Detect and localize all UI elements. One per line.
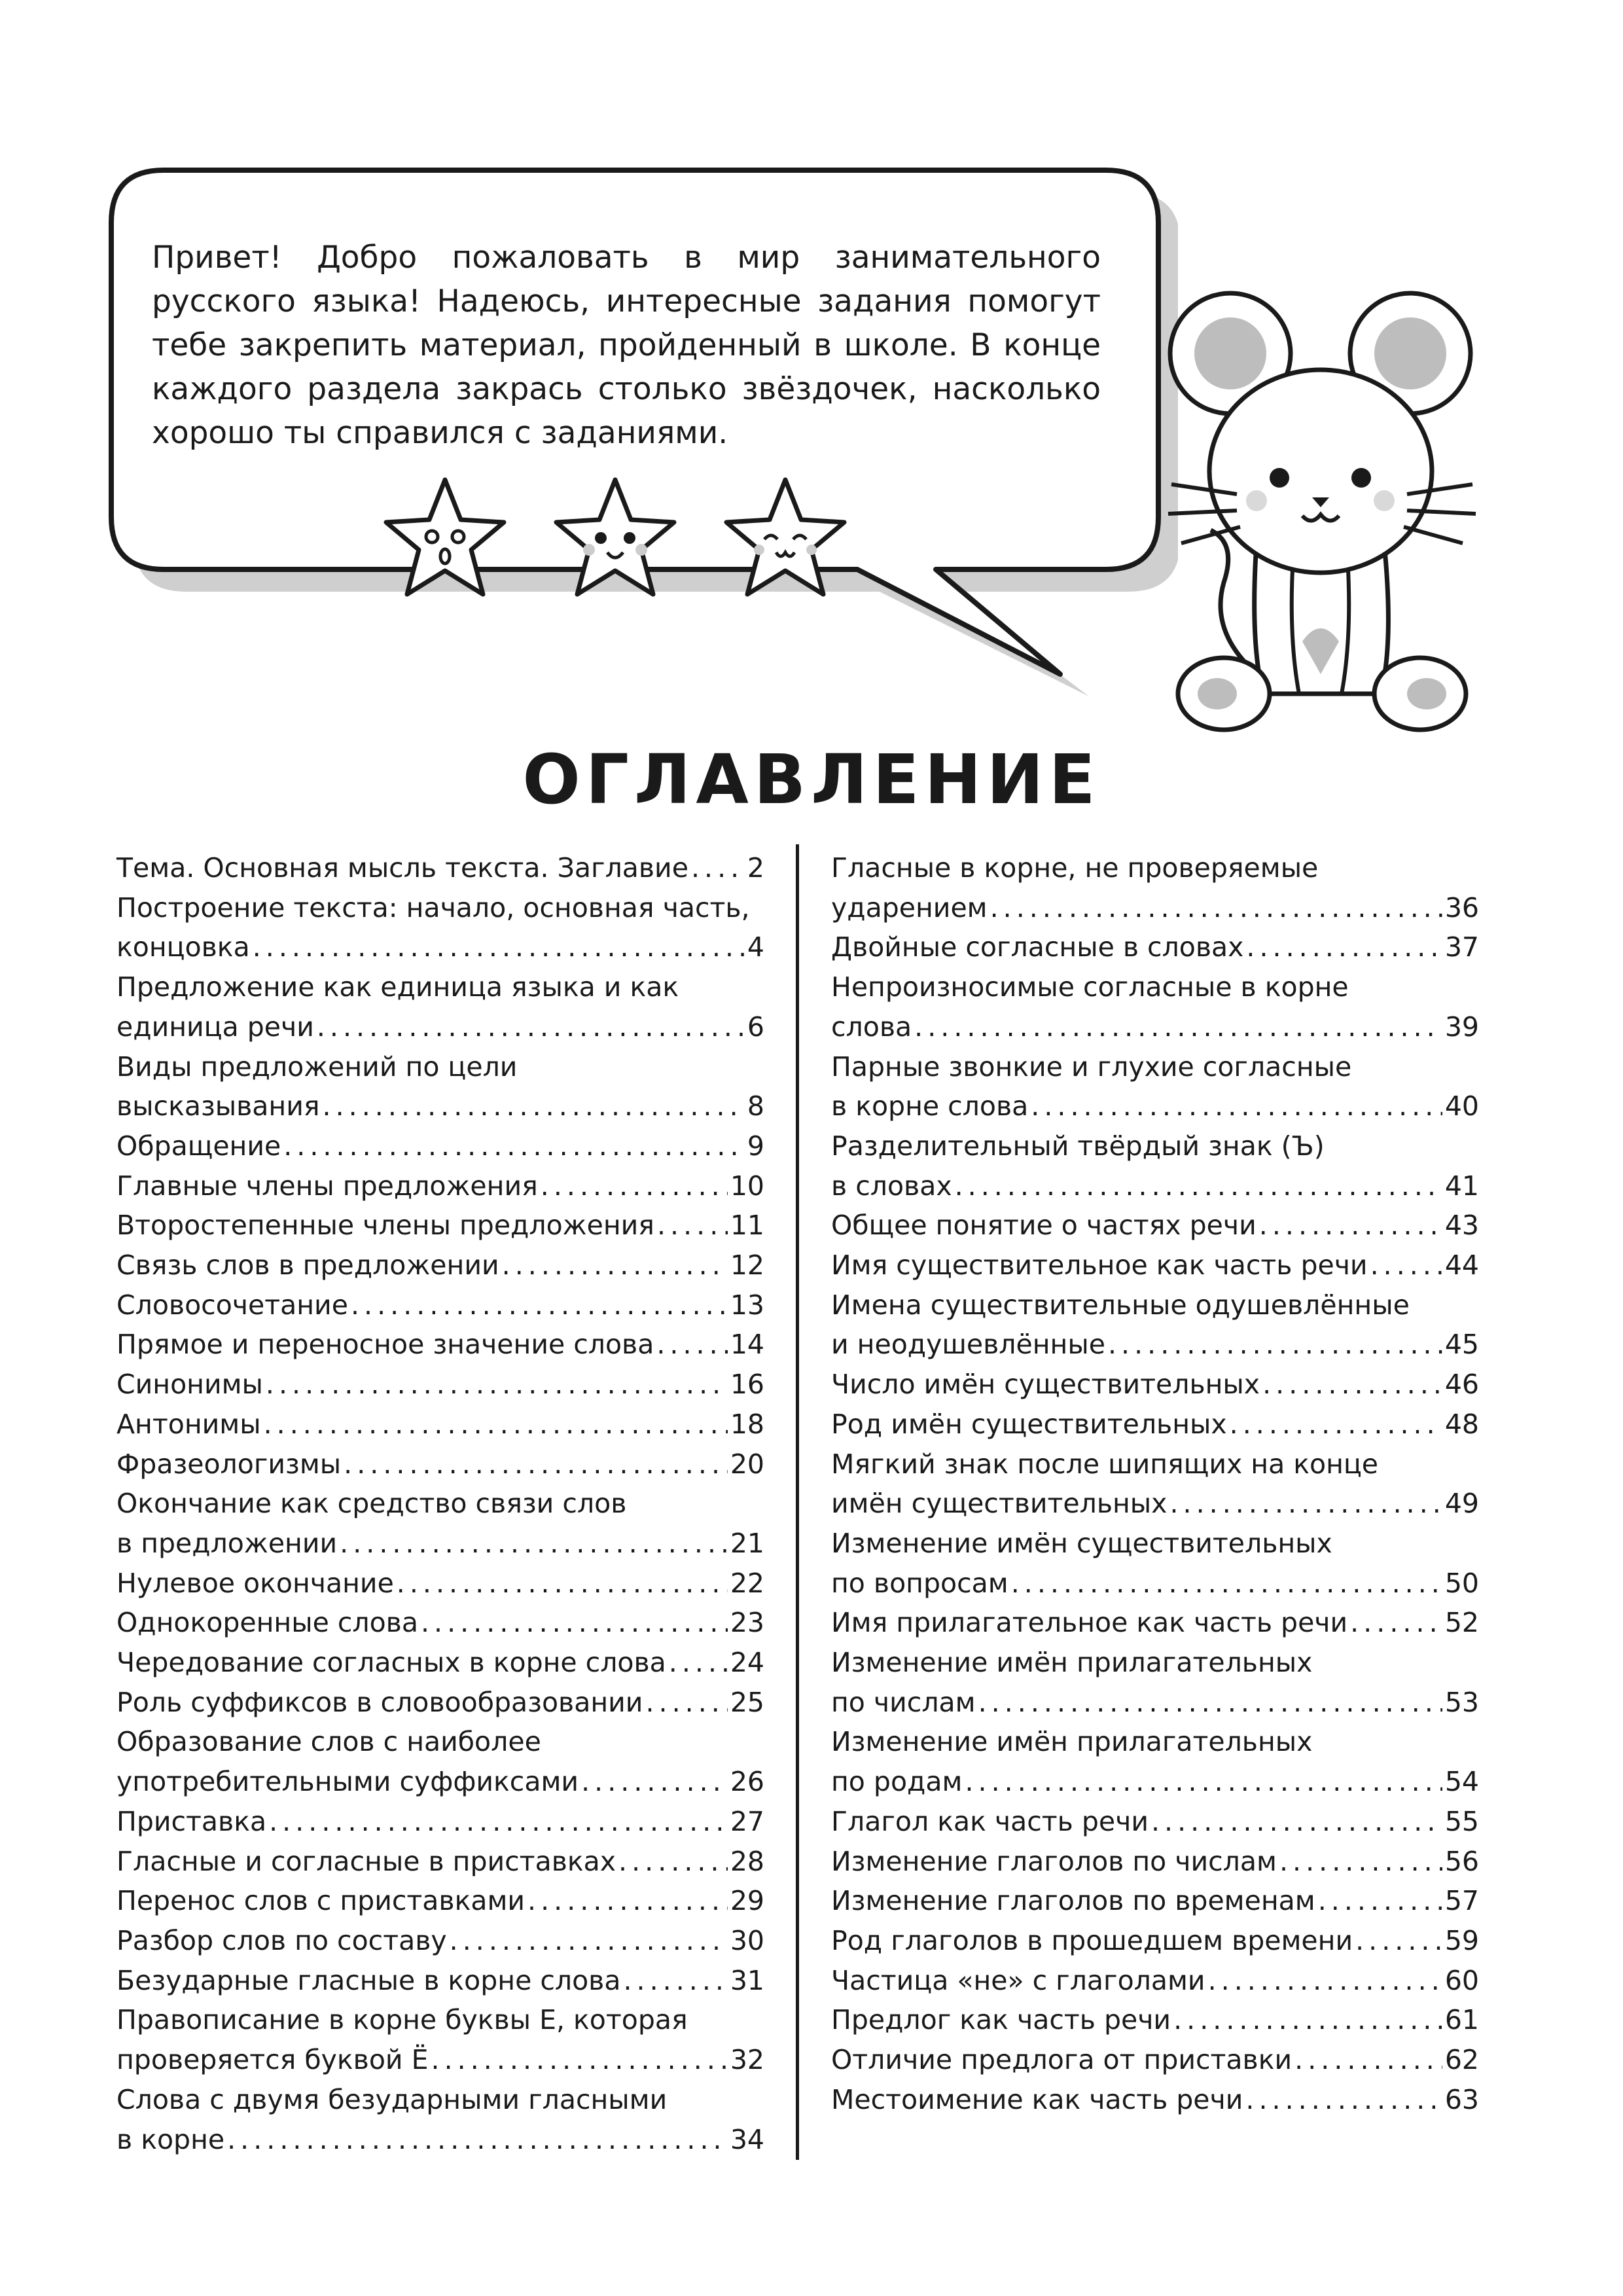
- toc-entry-row: [831, 1683, 1479, 1723]
- toc-entry-title: Образование слов с наиболее: [116, 1726, 541, 1758]
- toc-entry-title: Второстепенные члены предложения: [116, 1210, 654, 1242]
- toc-entry-row: [831, 1564, 1479, 1604]
- toc-entry: [116, 1405, 764, 1444]
- toc-title: ОГЛАВЛЕНИЕ: [522, 740, 1101, 819]
- dot-leader: [1259, 1206, 1442, 1246]
- toc-entry-row: [116, 1325, 764, 1365]
- toc-entry: [116, 2000, 764, 2079]
- dot-leader: [253, 927, 745, 967]
- toc-entry: [831, 1206, 1479, 1246]
- dot-leader: [990, 888, 1442, 928]
- toc-entry: [831, 848, 1479, 927]
- dot-leader: [1208, 1961, 1442, 2001]
- toc-page-number: 22: [730, 1567, 764, 1599]
- toc-entry-row: [831, 1881, 1479, 1921]
- toc-entry-row: [831, 1603, 1479, 1643]
- toc-entry-row: [831, 1246, 1479, 1285]
- toc-entry-row: [116, 2120, 764, 2160]
- toc-entry: [831, 1246, 1479, 1285]
- star-surprised-icon: [386, 480, 504, 594]
- dot-leader: [645, 1683, 727, 1723]
- toc-entry-title: Непроизносимые согласные в корне: [831, 971, 1349, 1003]
- greeting-text: Привет! Добро пожаловать в мир занимательного русского языка! Надеюсь, интересные задания помогут тебе закрепить материал, пройденный в школе. В конце каждого раздела закрась столько звёздочек, насколько хорошо ты справился с заданиями.: [152, 240, 1101, 451]
- toc-entry-row: [831, 2000, 1479, 2040]
- toc-entry-row: [116, 1921, 764, 1961]
- toc-entry-row: [831, 1762, 1479, 1802]
- dot-leader: [1246, 927, 1442, 967]
- toc-entry-row: [116, 1405, 764, 1444]
- toc-entry: [116, 1564, 764, 1604]
- toc-entry-title: Изменение имён существительных: [831, 1527, 1332, 1559]
- toc-entry: [116, 1047, 764, 1126]
- toc-page-number: 43: [1444, 1210, 1479, 1242]
- dot-leader: [450, 1921, 728, 1961]
- dot-leader: [623, 1961, 727, 2001]
- toc-page-number: 50: [1444, 1567, 1479, 1599]
- toc-entry-row: [116, 1961, 764, 2001]
- star-winking-icon: [726, 480, 844, 594]
- toc-entry-row: [116, 1524, 764, 1564]
- toc-entry: [116, 967, 764, 1047]
- toc-entry-title: слова: [831, 1011, 912, 1043]
- toc-entry-row: [116, 1643, 764, 1683]
- toc-entry: [116, 1325, 764, 1365]
- toc-entry: [831, 2080, 1479, 2120]
- dot-leader: [955, 1166, 1442, 1206]
- toc-page-number: 52: [1444, 1607, 1479, 1639]
- toc-entry-title: Однокоренные слова: [116, 1607, 418, 1639]
- toc-entry-title: Безударные гласные в корне слова: [116, 1964, 621, 1996]
- toc-page-number: 12: [730, 1249, 764, 1282]
- toc-entry-title: Чередование согласных в корне слова: [116, 1647, 666, 1679]
- toc-entry-title: Изменение глаголов по числам: [831, 1845, 1277, 1877]
- toc-page-number: 9: [747, 1130, 764, 1162]
- toc-page-number: 57: [1444, 1885, 1479, 1917]
- dot-leader: [1031, 1086, 1442, 1126]
- dot-leader: [1350, 1603, 1442, 1643]
- toc-page-number: 44: [1444, 1249, 1479, 1282]
- toc-entry-title: Антонимы: [116, 1408, 261, 1440]
- toc-entry-title: Приставка: [116, 1805, 267, 1837]
- toc-entry-row: [116, 1762, 764, 1802]
- toc-entry-row: [116, 1683, 764, 1723]
- toc-entry-title: единица речи: [116, 1011, 314, 1043]
- toc-entry: [831, 1961, 1479, 2001]
- toc-entry: [116, 1603, 764, 1643]
- toc-entry-row: [116, 1881, 764, 1921]
- toc-entry: [116, 1881, 764, 1921]
- dot-leader: [1230, 1405, 1442, 1444]
- dot-leader: [541, 1166, 728, 1206]
- dot-leader: [266, 1365, 728, 1405]
- toc-entry-row: [116, 1285, 764, 1325]
- toc-page-number: 20: [730, 1448, 764, 1480]
- toc-page-number: 62: [1444, 2044, 1479, 2076]
- toc-entry: [831, 2000, 1479, 2040]
- toc-entry-row: [831, 888, 1479, 928]
- toc-entry-row: [831, 1921, 1479, 1961]
- toc-entry-row: [116, 1603, 764, 1643]
- toc-page-number: 23: [730, 1607, 764, 1639]
- toc-entry-row: [116, 1246, 764, 1285]
- toc-page-number: 11: [730, 1210, 764, 1242]
- toc-entry-title: ударением: [831, 891, 988, 924]
- toc-entry-title: Построение текста: начало, основная часть,: [116, 891, 750, 924]
- toc-entry-title: Словосочетание: [116, 1289, 348, 1321]
- dot-leader: [978, 1683, 1442, 1723]
- toc-page-number: 10: [730, 1170, 764, 1202]
- toc-entry-title: Местоимение как часть речи: [831, 2083, 1243, 2115]
- toc-page-number: 61: [1444, 2004, 1479, 2036]
- toc-entry-title: Правописание в корне буквы Е, которая: [116, 2004, 688, 2036]
- toc-right-column: [831, 848, 1479, 2120]
- toc-page-number: 39: [1444, 1011, 1479, 1043]
- dot-leader: [527, 1881, 728, 1921]
- toc-entry-title: Частица «не» с глаголами: [831, 1964, 1205, 1996]
- toc-entry-title: Разбор слов по составу: [116, 1924, 447, 1956]
- dot-leader: [227, 2120, 728, 2160]
- star-smiling-icon: [556, 480, 674, 594]
- toc-entry-row: [116, 1206, 764, 1246]
- dot-leader: [502, 1246, 728, 1285]
- column-divider: [796, 844, 799, 2160]
- toc-page-number: 54: [1444, 1766, 1479, 1798]
- toc-entry-title: Имя существительное как часть речи: [831, 1249, 1368, 1282]
- dot-leader: [914, 1007, 1442, 1047]
- toc-entry-title: проверяется буквой Ё: [116, 2044, 429, 2076]
- toc-entry: [116, 1722, 764, 1801]
- toc-entry: [831, 2040, 1479, 2080]
- dot-leader: [1169, 1484, 1442, 1524]
- toc-entry: [116, 1285, 764, 1325]
- toc-page-number: 28: [730, 1845, 764, 1877]
- stars-rating: [366, 470, 864, 614]
- toc-entry-row: [831, 927, 1479, 967]
- toc-entry-row: [831, 1365, 1479, 1405]
- toc-entry-title: Мягкий знак после шипящих на конце: [831, 1448, 1379, 1480]
- toc-entry: [831, 1722, 1479, 1801]
- toc-entry-row: [116, 1842, 764, 1882]
- toc-entry-title: имён существительных: [831, 1488, 1168, 1520]
- toc-entry: [831, 1643, 1479, 1722]
- dot-leader: [1011, 1564, 1442, 1604]
- toc-entry-title: Нулевое окончание: [116, 1567, 394, 1599]
- toc-entry: [116, 1961, 764, 2001]
- toc-entry-title: Парные звонкие и глухие согласные: [831, 1050, 1352, 1083]
- toc-entry: [831, 1126, 1479, 1206]
- toc-entry: [831, 1365, 1479, 1405]
- toc-page-number: 24: [730, 1647, 764, 1679]
- toc-page-number: 41: [1444, 1170, 1479, 1202]
- toc-entry-row: [831, 2040, 1479, 2080]
- toc-entry-title: Связь слов в предложении: [116, 1249, 499, 1282]
- dot-leader: [431, 2040, 728, 2080]
- toc-page-number: 29: [730, 1885, 764, 1917]
- toc-entry: [116, 1206, 764, 1246]
- dot-leader: [691, 848, 745, 888]
- dot-leader: [421, 1603, 728, 1643]
- toc-page-number: 8: [747, 1090, 764, 1122]
- toc-entry-title: Изменение глаголов по временам: [831, 1885, 1315, 1917]
- toc-entry-row: [116, 1126, 764, 1166]
- toc-entry-title: в корне слова: [831, 1090, 1029, 1122]
- dot-leader: [1173, 2000, 1442, 2040]
- toc-entry-title: Изменение имён прилагательных: [831, 1647, 1313, 1679]
- toc-page-number: 55: [1444, 1805, 1479, 1837]
- toc-entry-title: Гласные и согласные в приставках: [116, 1845, 616, 1877]
- toc-entry-row: [831, 2080, 1479, 2120]
- toc-entry-title: Имя прилагательное как часть речи: [831, 1607, 1348, 1639]
- toc-entry: [116, 1683, 764, 1723]
- toc-entry-row: [116, 1564, 764, 1604]
- toc-entry: [831, 1802, 1479, 1842]
- toc-page-number: 59: [1444, 1924, 1479, 1956]
- toc-entry-row: [831, 1405, 1479, 1444]
- dot-leader: [397, 1564, 728, 1604]
- toc-entry-title: Слова с двумя безударными гласными: [116, 2083, 668, 2115]
- toc-entry: [116, 1643, 764, 1683]
- toc-page-number: 14: [730, 1329, 764, 1361]
- dot-leader: [317, 1007, 745, 1047]
- toc-entry-title: концовка: [116, 931, 250, 963]
- toc-entry-title: по числам: [831, 1686, 976, 1718]
- dot-leader: [1262, 1365, 1442, 1405]
- dot-leader: [344, 1444, 728, 1484]
- toc-page-number: 34: [730, 2123, 764, 2155]
- toc-entry: [116, 1166, 764, 1206]
- toc-entry-row: [831, 1961, 1479, 2001]
- toc-entry: [116, 1444, 764, 1484]
- toc-entry: [831, 1842, 1479, 1882]
- toc-page-number: 49: [1444, 1488, 1479, 1520]
- toc-entry-title: Синонимы: [116, 1369, 263, 1401]
- toc-entry-title: в корне: [116, 2123, 225, 2155]
- toc-entry-row: [116, 1086, 764, 1126]
- dot-leader: [264, 1405, 728, 1444]
- toc-page-number: 25: [730, 1686, 764, 1718]
- toc-page-number: 16: [730, 1369, 764, 1401]
- toc-entry: [116, 1365, 764, 1405]
- toc-entry: [116, 888, 764, 967]
- toc-entry: [116, 1126, 764, 1166]
- toc-entry-title: в предложении: [116, 1527, 338, 1559]
- toc-entry-title: Двойные согласные в словах: [831, 931, 1244, 963]
- dot-leader: [1318, 1881, 1442, 1921]
- toc-entry: [116, 1842, 764, 1882]
- dot-leader: [965, 1762, 1442, 1802]
- toc-entry-title: Обращение: [116, 1130, 281, 1162]
- toc-page-number: 30: [730, 1924, 764, 1956]
- toc-entry: [831, 1405, 1479, 1444]
- toc-entry-title: Род глаголов в прошедшем времени: [831, 1924, 1353, 1956]
- dot-leader: [1279, 1842, 1442, 1882]
- toc-entry-row: [116, 1444, 764, 1484]
- toc-entry-title: Род имён существительных: [831, 1408, 1227, 1440]
- toc-page-number: 26: [730, 1766, 764, 1798]
- toc-entry: [116, 1484, 764, 1563]
- dot-leader: [351, 1285, 728, 1325]
- toc-entry-title: по родам: [831, 1766, 963, 1798]
- toc-page-number: 32: [730, 2044, 764, 2076]
- dot-leader: [323, 1086, 745, 1126]
- toc-entry-title: Изменение имён прилагательных: [831, 1726, 1313, 1758]
- toc-entry: [831, 967, 1479, 1047]
- toc-entry: [831, 1047, 1479, 1126]
- toc-entry-row: [831, 1484, 1479, 1524]
- mouse-icon: [1152, 275, 1492, 746]
- toc-page-number: 63: [1444, 2083, 1479, 2115]
- toc-entry: [116, 1921, 764, 1961]
- toc-page-number: 36: [1444, 891, 1479, 924]
- toc-entry: [116, 1246, 764, 1285]
- toc-page-number: 21: [730, 1527, 764, 1559]
- toc-page-number: 13: [730, 1289, 764, 1321]
- toc-page-number: 46: [1444, 1369, 1479, 1401]
- toc-entry-title: по вопросам: [831, 1567, 1008, 1599]
- toc-page-number: 6: [747, 1011, 764, 1043]
- toc-entry: [831, 1921, 1479, 1961]
- toc-entry-title: Предложение как единица языка и как: [116, 971, 679, 1003]
- toc-entry: [831, 1881, 1479, 1921]
- toc-entry-title: в словах: [831, 1170, 952, 1202]
- dot-leader: [1108, 1325, 1442, 1365]
- toc-entry: [831, 1285, 1479, 1365]
- toc-entry-title: Фразеологизмы: [116, 1448, 342, 1480]
- toc-entry-row: [831, 1166, 1479, 1206]
- toc-entry-row: [116, 1802, 764, 1842]
- toc-entry-title: Имена существительные одушевлённые: [831, 1289, 1410, 1321]
- toc-page-number: 27: [730, 1805, 764, 1837]
- toc-entry-title: Главные члены предложения: [116, 1170, 538, 1202]
- toc-entry-row: [831, 1802, 1479, 1842]
- toc-page-number: 4: [747, 931, 764, 963]
- toc-entry-row: [116, 2040, 764, 2080]
- toc-entry-row: [831, 1842, 1479, 1882]
- toc-entry-title: Гласные в корне, не проверяемые: [831, 852, 1319, 884]
- toc-entry-title: Число имён существительных: [831, 1369, 1260, 1401]
- toc-entry-title: Глагол как часть речи: [831, 1805, 1149, 1837]
- toc-entry-title: Отличие предлога от приставки: [831, 2044, 1293, 2076]
- toc-entry-title: Прямое и переносное значение слова: [116, 1329, 654, 1361]
- dot-leader: [269, 1802, 728, 1842]
- toc-page-number: 31: [730, 1964, 764, 1996]
- toc-page-number: 56: [1444, 1845, 1479, 1877]
- toc-entry: [116, 848, 764, 888]
- toc-entry-title: Общее понятие о частях речи: [831, 1210, 1257, 1242]
- dot-leader: [1151, 1802, 1442, 1842]
- toc-entry-row: [831, 1007, 1479, 1047]
- toc-entry-title: Перенос слов с приставками: [116, 1885, 526, 1917]
- toc-entry-title: Окончание как средство связи слов: [116, 1488, 627, 1520]
- dot-leader: [1245, 2080, 1442, 2120]
- toc-entry: [831, 1524, 1479, 1603]
- toc-entry: [116, 2080, 764, 2159]
- toc-entry-title: и неодушевлённые: [831, 1329, 1105, 1361]
- toc-entry-title: Роль суффиксов в словообразовании: [116, 1686, 643, 1718]
- dot-leader: [1294, 2040, 1442, 2080]
- toc-entry-title: Тема. Основная мысль текста. Заглавие: [116, 852, 688, 884]
- dot-leader: [669, 1643, 728, 1683]
- toc-page-number: 18: [730, 1408, 764, 1440]
- dot-leader: [340, 1524, 728, 1564]
- dot-leader: [657, 1206, 728, 1246]
- toc-page-number: 48: [1444, 1408, 1479, 1440]
- toc-page-number: 45: [1444, 1329, 1479, 1361]
- toc-entry-title: употребительными суффиксами: [116, 1766, 579, 1798]
- toc-entry-row: [831, 1086, 1479, 1126]
- toc-entry-title: Предлог как часть речи: [831, 2004, 1171, 2036]
- toc-page-number: 2: [747, 852, 764, 884]
- toc-entry-row: [831, 1325, 1479, 1365]
- toc-page-number: 53: [1444, 1686, 1479, 1718]
- toc-entry: [116, 1802, 764, 1842]
- dot-leader: [1370, 1246, 1442, 1285]
- dot-leader: [618, 1842, 728, 1882]
- toc-entry-row: [116, 1365, 764, 1405]
- toc-entry-title: Виды предложений по цели: [116, 1050, 518, 1083]
- toc-entry-row: [116, 848, 764, 888]
- toc-entry: [831, 927, 1479, 967]
- toc-entry-title: Разделительный твёрдый знак (Ъ): [831, 1130, 1325, 1162]
- toc-entry-row: [831, 1206, 1479, 1246]
- toc-page-number: 40: [1444, 1090, 1479, 1122]
- dot-leader: [656, 1325, 727, 1365]
- toc-entry-row: [116, 927, 764, 967]
- toc-entry-row: [116, 1166, 764, 1206]
- toc-entry: [831, 1603, 1479, 1643]
- toc-page-number: 37: [1444, 931, 1479, 963]
- dot-leader: [1355, 1921, 1442, 1961]
- toc-left-column: [116, 848, 764, 2159]
- toc-page-number: 60: [1444, 1964, 1479, 1996]
- toc-entry-title: высказывания: [116, 1090, 320, 1122]
- toc-entry: [831, 1444, 1479, 1524]
- dot-leader: [283, 1126, 745, 1166]
- toc-entry-row: [116, 1007, 764, 1047]
- dot-leader: [581, 1762, 728, 1802]
